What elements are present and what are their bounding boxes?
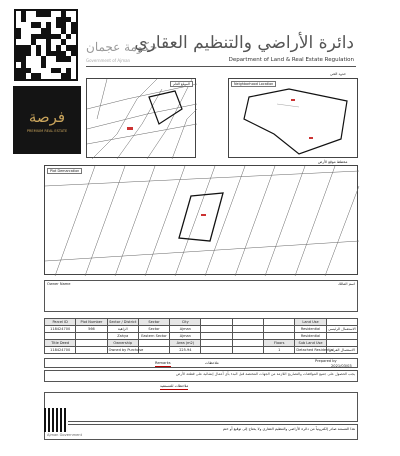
table-row — [45, 347, 358, 354]
table-cell — [201, 326, 232, 333]
table-cell — [138, 347, 169, 354]
location-map-label: الموقع العام — [170, 81, 193, 87]
parcel-id-value: 118424700 — [45, 326, 76, 333]
table-cell — [326, 333, 357, 340]
owner-label-ar: اسم المالك — [338, 282, 355, 286]
header-sector: Sector — [138, 319, 169, 326]
table-cell — [232, 333, 263, 340]
title-deed-value: 118424700 — [45, 347, 76, 354]
header-plot-number: Plot Number — [76, 319, 107, 326]
land-use-en-value: Residential — [295, 333, 326, 340]
table-row — [45, 326, 358, 333]
brand-name: فرصة — [28, 107, 66, 126]
sector-en-value: Eastern Sector — [138, 333, 169, 340]
neighborhood-marker — [291, 99, 295, 101]
note-title: ملاحظات للمستفيد — [160, 384, 189, 388]
table-cell — [264, 333, 295, 340]
remarks-body — [44, 370, 358, 382]
header-divider — [86, 66, 356, 67]
footer-text-ar: هذا المستند صادر إلكترونياً من دائرة الأراضي والتنظيم العقاري ولا يحتاج إلى توقيع أو ختم — [222, 427, 355, 431]
brand-logo — [13, 86, 81, 154]
ownership-value: Owned by Purchase — [108, 348, 144, 352]
table-cell — [201, 340, 232, 347]
document-qr-code — [44, 408, 68, 432]
department-arabic-title: دائرة الأراضي والتنظيم العقاري — [134, 33, 354, 53]
header-ownership: Ownership — [107, 340, 138, 347]
table-cell — [264, 326, 295, 333]
neighborhood-marker-2 — [309, 137, 313, 139]
table-cell — [232, 326, 263, 333]
city-en-value: Ajman — [170, 333, 201, 340]
qr-code — [14, 9, 78, 81]
prepared-by-label: Prepared by — [315, 359, 337, 363]
table-cell — [326, 340, 357, 347]
table-cell — [232, 347, 263, 354]
neighborhood-map-drawing — [229, 79, 359, 159]
prepared-date: 2021/03/03 — [331, 364, 352, 368]
table-cell — [326, 319, 357, 326]
table-row — [45, 333, 358, 340]
brand-tagline: PREMIUM REAL ESTATE — [26, 128, 68, 133]
header-city: City — [170, 319, 201, 326]
neighborhood-map — [228, 78, 358, 158]
plot-number-value: 566 — [76, 326, 107, 333]
table-cell — [232, 340, 263, 347]
footer-box — [44, 424, 358, 440]
neighborhood-map-label-ar: حدود الحي — [330, 72, 346, 76]
area-value: 225.94 — [170, 347, 201, 354]
table-cell — [76, 347, 107, 354]
header-area: Area (m2) — [170, 340, 201, 347]
header-land-use: Land Use — [295, 319, 326, 326]
sub-land-use-value: Detached Residential — [296, 348, 334, 352]
plot-marker — [201, 214, 206, 216]
table-row — [45, 340, 358, 347]
header-district: Sector / District — [107, 319, 138, 326]
sub-land-use-label-ar: الاستعمال الفرعي — [326, 347, 357, 354]
government-arabic-title: حكومة عجمان — [86, 40, 158, 54]
land-use-label-ar: الاستعمال الرئيسي — [328, 327, 356, 331]
remarks-label: Remarks — [155, 361, 171, 365]
location-map — [86, 78, 196, 158]
plot-demarcation-drawing — [45, 166, 359, 276]
header-sub-land-use: Sub Land Use — [295, 340, 326, 347]
owner-label: Owner Name — [47, 282, 71, 286]
plot-outline — [179, 193, 223, 241]
government-english-title: Government of Ajman — [86, 58, 131, 63]
table-cell — [138, 340, 169, 347]
header-parcel-id: Parcel ID — [45, 319, 76, 326]
table-cell — [76, 340, 107, 347]
sector-value: Sector — [138, 326, 169, 333]
plot-demarcation-map — [44, 165, 358, 275]
header-floors: Floors — [264, 340, 295, 347]
header-title-deed: Title Deed — [45, 340, 76, 347]
plot-info-table — [44, 318, 358, 354]
table-cell — [201, 319, 232, 326]
remarks-label-ar: ملاحظات — [205, 361, 219, 365]
neighborhood-map-label: Neighborhood Location — [231, 81, 276, 87]
department-english-title: Department of Land & Real Estate Regulation — [228, 57, 354, 63]
floors-value: 1 — [264, 347, 295, 354]
location-map-drawing — [87, 79, 197, 159]
district-en-value: Zahya — [107, 333, 138, 340]
table-cell — [45, 333, 76, 340]
footer-text-en: Ajman Government — [47, 433, 82, 437]
table-cell — [232, 319, 263, 326]
district-value: الزاهية — [107, 326, 138, 333]
plot-demarcation-label: Plot Demarcation — [47, 168, 82, 174]
city-value: Ajman — [170, 326, 201, 333]
table-row — [45, 319, 358, 326]
remarks-text: يجب الحصول على جميع الموافقات والتصاريح اللازمة من الجهات المختصة قبل البدء بأي أعمال إنشائية على قطعة الأرض — [176, 372, 355, 376]
location-marker — [127, 127, 133, 130]
land-use-value: Residential — [295, 326, 326, 333]
notes-box — [44, 392, 358, 422]
plot-demarcation-label-ar: مخطط موقع الأرض — [318, 160, 348, 164]
table-cell — [76, 333, 107, 340]
table-cell — [201, 333, 232, 340]
table-cell — [264, 319, 295, 326]
table-cell — [201, 347, 232, 354]
remarks-row — [44, 358, 358, 368]
owner-box — [44, 280, 358, 312]
